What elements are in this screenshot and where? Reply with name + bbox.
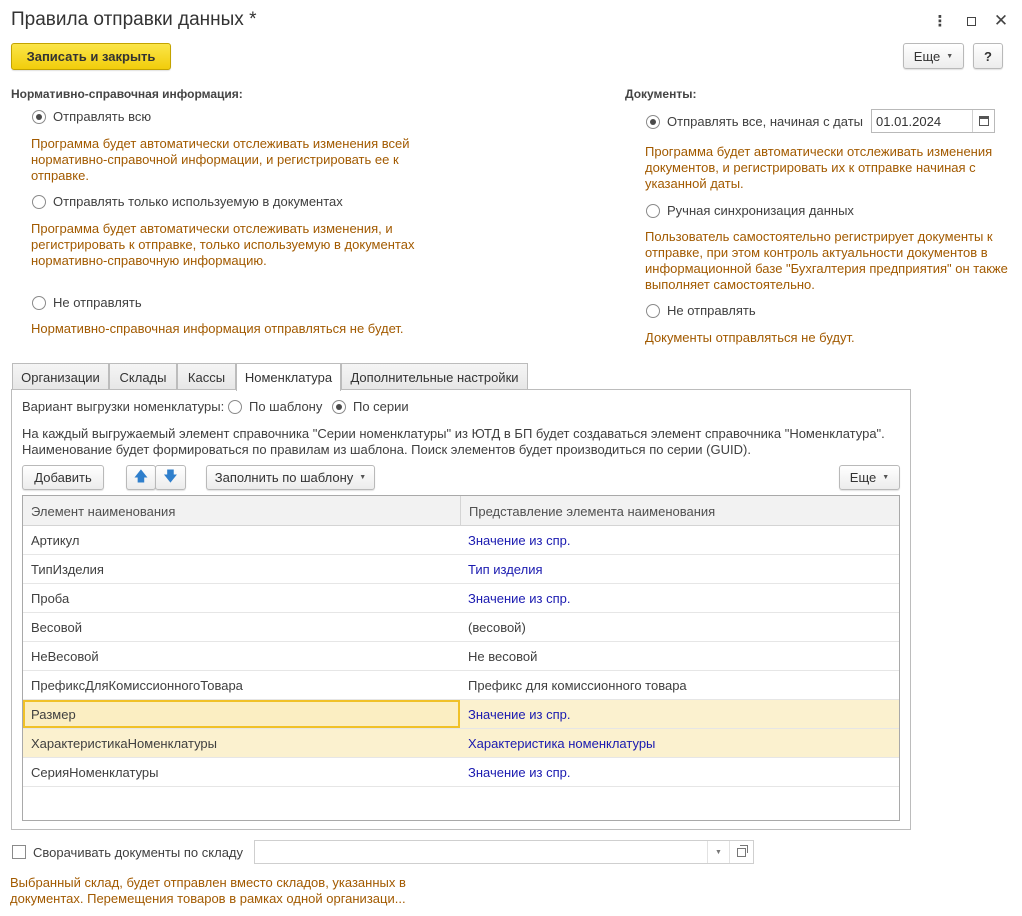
tab-nomenclature[interactable]: Номенклатура	[236, 363, 341, 391]
cell-element[interactable]: ХарактеристикаНоменклатуры	[31, 735, 217, 751]
table-row[interactable]	[23, 526, 899, 555]
table-row[interactable]	[23, 613, 899, 642]
table-row[interactable]	[23, 758, 899, 787]
cell-element[interactable]: ТипИзделия	[31, 561, 104, 577]
cell-element[interactable]: Размер	[23, 700, 460, 728]
cell-presentation[interactable]: Значение из спр.	[468, 706, 571, 722]
cell-presentation[interactable]: Значение из спр.	[468, 590, 571, 606]
table-row[interactable]	[23, 642, 899, 671]
radio-checked-icon	[646, 115, 660, 129]
move-down-button[interactable]	[155, 465, 186, 490]
table-row[interactable]	[23, 555, 899, 584]
radio-icon	[646, 304, 660, 318]
save-and-close-button[interactable]: Записать и закрыть	[11, 43, 171, 70]
collapse-note-line1: Выбранный склад, будет отправлен вместо складов, указанных в	[10, 875, 406, 890]
grid-more-button[interactable]	[839, 465, 900, 490]
cell-presentation[interactable]: Тип изделия	[468, 561, 543, 577]
docs-date-value[interactable]: 01.01.2024	[876, 113, 942, 129]
tab-cash-desks[interactable]: Кассы	[177, 363, 236, 390]
chevron-down-icon: ▼	[946, 52, 954, 60]
cell-presentation[interactable]: Префикс для комиссионного товара	[468, 677, 687, 693]
collapse-by-warehouse-checkbox[interactable]	[12, 845, 26, 859]
cell-element[interactable]: Проба	[31, 590, 70, 606]
tab-additional-settings[interactable]: Дополнительные настройки	[341, 363, 528, 390]
nsi-dont-send-note: Нормативно-справочная информация отправляться не будет.	[31, 321, 404, 336]
cell-presentation[interactable]: Не весовой	[468, 648, 538, 664]
cell-element[interactable]: Артикул	[31, 532, 80, 548]
docs-radio-dont-send[interactable]	[646, 303, 756, 318]
close-icon[interactable]: ✕	[993, 11, 1009, 30]
docs-dont-send-note: Документы отправляться не будут.	[645, 330, 855, 345]
docs-heading: Документы:	[625, 87, 697, 101]
nsi-radio-send-all-label: Отправлять всю	[53, 109, 152, 124]
cell-presentation[interactable]: Значение из спр.	[468, 764, 571, 780]
docs-radio-send-from-date-label: Отправлять все, начиная с даты	[667, 114, 864, 129]
radio-icon	[32, 195, 46, 209]
window-title: Правила отправки данных *	[11, 9, 257, 30]
nsi-radio-send-used[interactable]	[32, 194, 343, 209]
cell-presentation[interactable]: Значение из спр.	[468, 532, 571, 548]
nomenclature-info-line2: Наименование будет формироваться по правилам из шаблона. Поиск элементов будет производиться по серии (GUID).	[22, 442, 751, 457]
cell-presentation[interactable]: Характеристика номенклатуры	[468, 735, 656, 751]
chevron-down-icon: ▼	[359, 474, 367, 481]
warehouse-select[interactable]	[254, 840, 754, 864]
column-header-element[interactable]: Элемент наименования	[31, 503, 176, 519]
variant-radio-template[interactable]	[228, 399, 322, 414]
export-variant-label: Вариант выгрузки номенклатуры:	[22, 399, 225, 414]
docs-radio-dont-send-label: Не отправлять	[667, 303, 756, 318]
cell-element[interactable]: Весовой	[31, 619, 83, 635]
tab-warehouses[interactable]: Склады	[109, 363, 177, 390]
table-row[interactable]	[23, 700, 899, 729]
docs-radio-send-from-date[interactable]	[646, 114, 863, 129]
calendar-icon[interactable]	[972, 110, 994, 132]
tab-organizations[interactable]: Организации	[12, 363, 109, 390]
maximize-icon[interactable]	[960, 10, 982, 32]
fill-by-template-button[interactable]	[206, 465, 375, 490]
docs-date-field[interactable]	[871, 109, 995, 133]
docs-send-from-date-note: Программа будет автоматически отслеживать изменения документов, и регистрировать их к отправке начиная с указанной даты.	[645, 144, 993, 191]
nsi-send-used-note: Программа будет автоматически отслеживать изменения, и регистрировать к отправке, только используемую в документах нормативно-справочную информацию.	[31, 221, 415, 268]
radio-icon	[32, 296, 46, 310]
arrow-up-icon: 🡅	[133, 467, 149, 484]
table-row[interactable]	[23, 671, 899, 700]
add-button[interactable]: Добавить	[22, 465, 104, 490]
arrow-down-icon: 🡇	[163, 467, 178, 484]
table-row[interactable]	[23, 584, 899, 613]
cell-element[interactable]: НеВесовой	[31, 648, 99, 664]
nomenclature-info-line1: На каждый выгружаемый элемент справочника "Серии номенклатуры" из ЮТД в БП будет создаваться элемент справочника "Номенклатура".	[22, 426, 885, 441]
fill-by-template-label: Заполнить по шаблону	[214, 470, 354, 485]
nsi-heading: Нормативно-справочная информация:	[11, 87, 243, 101]
table-row[interactable]	[23, 729, 899, 758]
move-up-button[interactable]	[126, 465, 156, 490]
nsi-radio-dont-send[interactable]	[32, 295, 142, 310]
column-header-presentation[interactable]: Представление элемента наименования	[460, 496, 899, 526]
collapse-by-warehouse-label: Сворачивать документы по складу	[33, 845, 244, 860]
radio-icon	[646, 204, 660, 218]
naming-elements-table[interactable]	[22, 495, 900, 821]
radio-icon	[228, 400, 242, 414]
nsi-radio-dont-send-label: Не отправлять	[53, 295, 142, 310]
radio-checked-icon	[32, 110, 46, 124]
variant-radio-series[interactable]	[332, 399, 409, 414]
grid-more-label: Еще	[849, 470, 877, 485]
cell-presentation[interactable]: (весовой)	[468, 619, 526, 635]
collapse-note-line2: документах. Перемещения товаров в рамках одной организаци...	[10, 891, 406, 906]
cell-element[interactable]: ПрефиксДляКомиссионногоТовара	[31, 677, 243, 693]
nsi-radio-send-used-label: Отправлять только используемую в документах	[53, 194, 343, 209]
nsi-send-all-note: Программа будет автоматически отслеживать изменения всей нормативно-справочной информации, и регистрировать ее к отправке.	[31, 136, 410, 183]
more-menu-label: Еще	[913, 48, 941, 64]
chevron-down-icon: ▼	[882, 474, 890, 481]
nsi-radio-send-all[interactable]	[32, 109, 151, 124]
open-icon[interactable]	[729, 841, 753, 863]
variant-radio-series-label: По серии	[353, 399, 409, 414]
docs-radio-manual-sync[interactable]	[646, 203, 854, 218]
cell-element[interactable]: СерияНоменклатуры	[31, 764, 159, 780]
kebab-icon[interactable]: ⋮	[932, 13, 948, 30]
help-button[interactable]: ?	[973, 43, 1003, 69]
chevron-down-icon[interactable]: ▼	[707, 841, 729, 863]
variant-radio-template-label: По шаблону	[249, 399, 323, 414]
docs-manual-sync-note: Пользователь самостоятельно регистрирует документы к отправке, при этом контроль актуальности документов в информационной базе "Бухгалтерия предприятия" он также выполняет самостоятельно.	[645, 229, 1008, 292]
radio-checked-icon	[332, 400, 346, 414]
table-header	[23, 496, 899, 526]
docs-radio-manual-sync-label: Ручная синхронизация данных	[667, 203, 854, 218]
more-menu-button[interactable]	[903, 43, 964, 69]
